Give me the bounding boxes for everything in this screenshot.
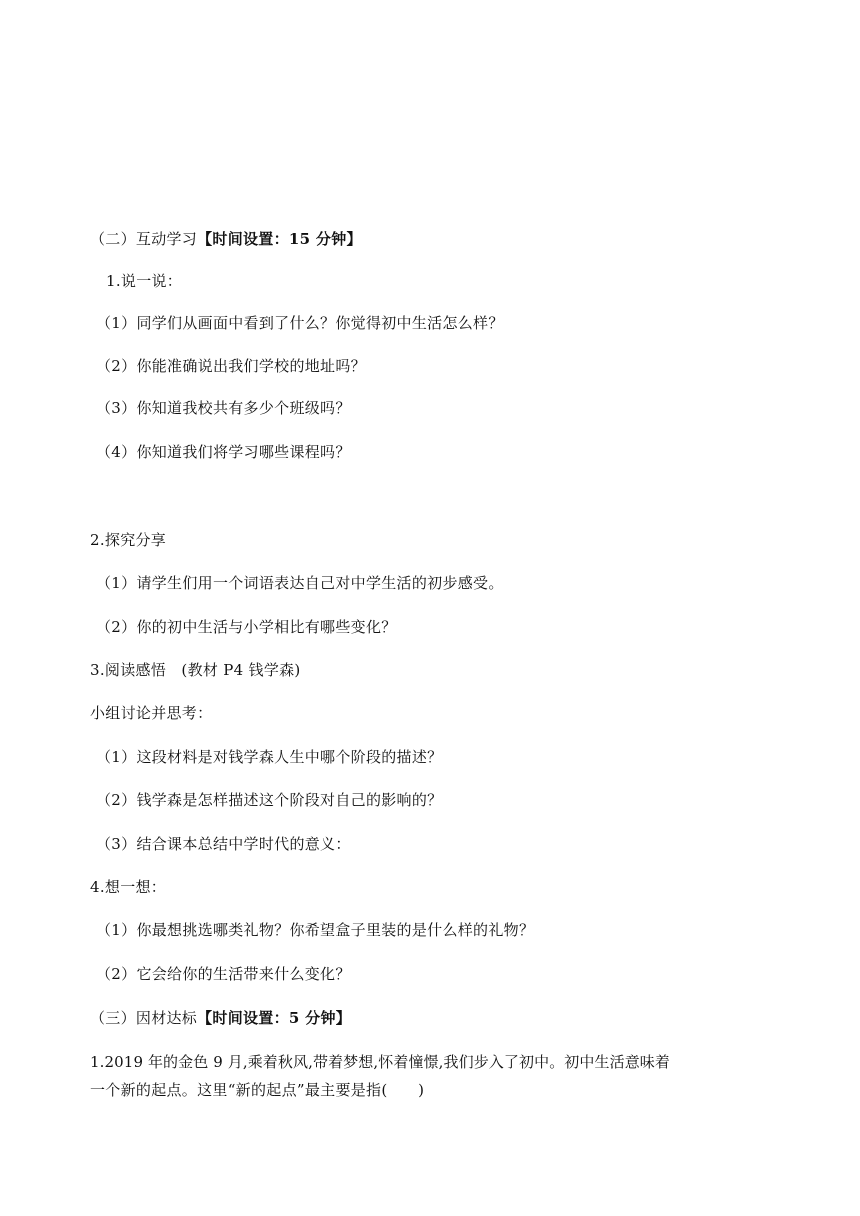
section-heading-interactive-learning (90, 229, 362, 249)
exercise-1-line-1: 1.2019 年的金色 9 月,乘着秋风,带着梦想,怀着憧憬,我们步入了初中。初中生活意味着 (90, 1053, 671, 1071)
section-heading-time: 【时间设置：15 分钟】 (197, 230, 362, 248)
item-2-question-2: （2）你的初中生活与小学相比有哪些变化？ (96, 618, 397, 636)
item-4-title: 4.想一想： (90, 878, 167, 896)
item-3-title: 3.阅读感悟 (教材 P4 钱学森) (90, 661, 301, 679)
section-heading-targets (90, 1008, 351, 1028)
item-1-question-2: （2）你能准确说出我们学校的地址吗？ (96, 357, 366, 375)
exercise-1-line-2: 一个新的起点。这里“新的起点”最主要是指( ) (90, 1081, 425, 1099)
item-2-title: 2.探究分享 (90, 531, 167, 549)
item-4-question-1: （1）你最想挑选哪类礼物？你希望盒子里装的是什么样的礼物？ (96, 921, 535, 939)
section-heading-time: 【时间设置：5 分钟】 (197, 1009, 352, 1027)
item-1-question-3: （3）你知道我校共有多少个班级吗？ (96, 399, 351, 417)
item-3-question-2: （2）钱学森是怎样描述这个阶段对自己的影响的？ (96, 791, 443, 809)
item-1-question-4: （4）你知道我们将学习哪些课程吗？ (96, 443, 351, 461)
item-3-question-3: （3）结合课本总结中学时代的意义： (96, 835, 351, 853)
section-heading-label: （三）因材达标 (90, 1009, 198, 1027)
item-3-question-1: （1）这段材料是对钱学森人生中哪个阶段的描述？ (96, 748, 443, 766)
item-1-question-1: （1）同学们从画面中看到了什么？你觉得初中生活怎么样？ (96, 314, 504, 332)
item-3-subtitle: 小组讨论并思考： (90, 704, 213, 722)
section-heading-label: （二）互动学习 (90, 230, 198, 248)
item-1-title: 1.说一说： (106, 272, 183, 290)
item-4-question-2: （2）它会给你的生活带来什么变化？ (96, 965, 351, 983)
item-2-question-1: （1）请学生们用一个词语表达自己对中学生活的初步感受。 (96, 574, 504, 592)
